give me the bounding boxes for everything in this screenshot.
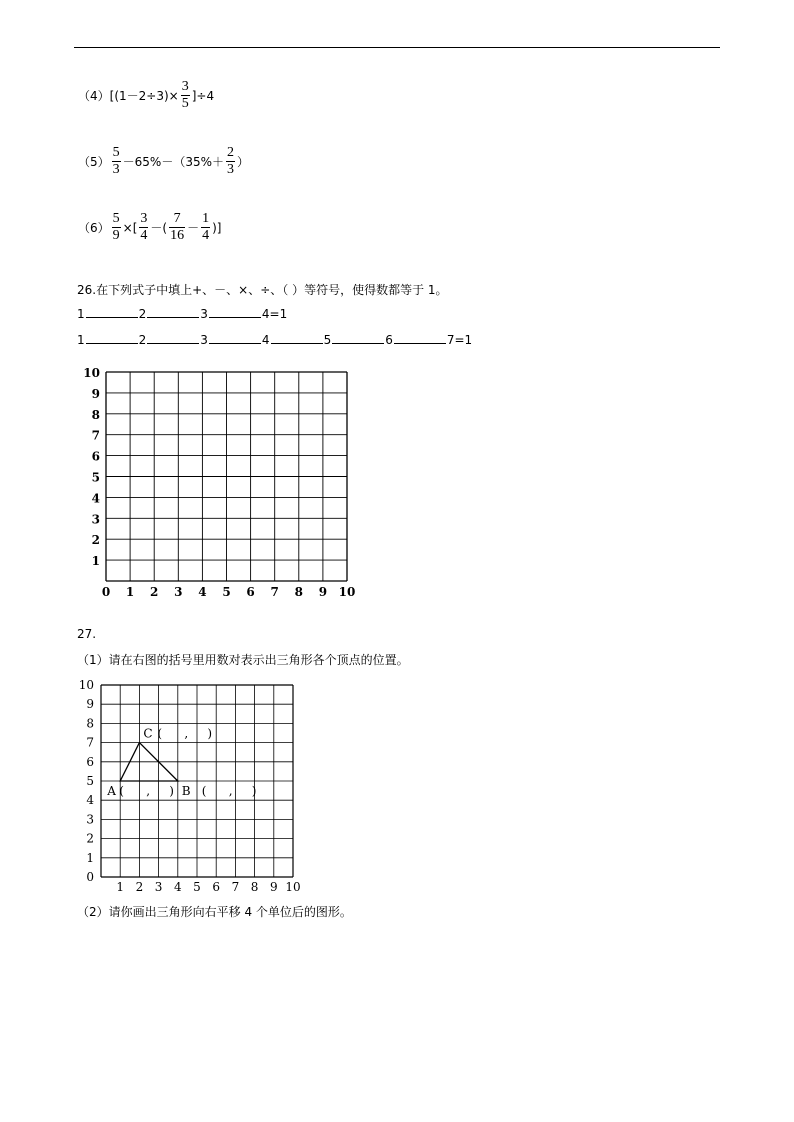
y-axis-labels bbox=[79, 678, 95, 884]
denominator: 3 bbox=[112, 162, 120, 177]
numerator: 7 bbox=[173, 211, 181, 226]
x-tick-label: 1 bbox=[125, 585, 135, 599]
denominator: 4 bbox=[140, 228, 148, 243]
x-tick-label: 7 bbox=[231, 880, 240, 894]
exercise-label: （6） bbox=[78, 221, 110, 235]
y-tick-label: 1 bbox=[86, 850, 94, 865]
expression-text: －65%－（35%＋ bbox=[122, 155, 224, 169]
expression-text: ×[ bbox=[122, 220, 138, 235]
y-axis-labels bbox=[83, 366, 100, 568]
numerator: 2 bbox=[227, 145, 234, 160]
y-tick-label: 8 bbox=[86, 716, 94, 731]
operand: 3 bbox=[200, 333, 208, 347]
coordinate-pair-c-open-paren: ( bbox=[157, 726, 163, 741]
denominator: 5 bbox=[181, 96, 189, 111]
x-tick-label: 10 bbox=[285, 880, 301, 894]
y-tick-label: 7 bbox=[91, 428, 100, 443]
denominator: 3 bbox=[227, 162, 234, 177]
x-axis-labels bbox=[102, 585, 356, 599]
y-tick-label: 8 bbox=[91, 407, 100, 422]
x-tick-label: 9 bbox=[269, 880, 278, 894]
x-tick-label: 7 bbox=[270, 585, 279, 599]
vertex-label-b: B bbox=[181, 784, 191, 798]
expression-text: －( bbox=[150, 221, 168, 235]
grid-lines bbox=[106, 372, 347, 581]
numerator: 1 bbox=[202, 211, 210, 226]
numerator: 3 bbox=[181, 79, 189, 94]
x-tick-label: 0 bbox=[101, 585, 111, 599]
operand: 4=1 bbox=[261, 307, 288, 321]
expression-text: [(1－2÷3)× bbox=[109, 89, 179, 103]
question-27-part-2: （2）请你画出三角形向右平移 4 个单位后的图形。 bbox=[77, 905, 352, 919]
y-tick-label: 6 bbox=[86, 754, 94, 769]
y-tick-label: 3 bbox=[91, 512, 100, 527]
y-tick-label: 2 bbox=[86, 831, 94, 846]
y-tick-label: 3 bbox=[86, 812, 94, 827]
y-tick-label: 10 bbox=[78, 678, 94, 692]
expression-text: ]÷4 bbox=[191, 88, 215, 103]
x-tick-label: 8 bbox=[250, 880, 259, 894]
triangle-abc bbox=[106, 727, 256, 798]
coordinate-pair-c-comma: , bbox=[184, 726, 189, 741]
y-tick-label: 5 bbox=[86, 774, 94, 788]
x-tick-label: 3 bbox=[154, 880, 163, 894]
coordinate-pair-b-comma: , bbox=[228, 784, 233, 798]
expression-text: ） bbox=[237, 155, 250, 169]
x-tick-label: 5 bbox=[193, 880, 201, 894]
question-26-title: 26.在下列式子中填上+、－、×、÷、（ ）等符号，使得数都等于 1。 bbox=[77, 283, 448, 297]
vertex-label-c: C bbox=[143, 726, 153, 741]
operand: 4 bbox=[261, 333, 270, 347]
denominator: 9 bbox=[112, 228, 120, 243]
operand: 1 bbox=[77, 307, 85, 321]
numerator: 5 bbox=[112, 145, 120, 160]
x-tick-label: 6 bbox=[212, 880, 221, 894]
coordinate-pair-a-open-paren: ( bbox=[119, 784, 124, 798]
question-27-number: 27. bbox=[77, 627, 97, 641]
operand: 7=1 bbox=[446, 333, 473, 347]
operand: 2 bbox=[138, 333, 147, 347]
expression-text: )] bbox=[212, 220, 222, 235]
y-tick-label: 5 bbox=[91, 470, 100, 485]
coordinate-pair-a-comma: , bbox=[146, 784, 151, 798]
y-tick-label: 9 bbox=[91, 386, 100, 401]
coordinate-pair-b-open-paren: ( bbox=[201, 784, 207, 798]
x-tick-label: 8 bbox=[294, 585, 303, 599]
y-tick-label: 6 bbox=[91, 449, 100, 464]
expression-text: － bbox=[187, 221, 200, 235]
coordinate-pair-b-close-paren: ) bbox=[251, 784, 257, 798]
question-27-part-1: （1）请在右图的括号里用数对表示出三角形各个顶点的位置。 bbox=[77, 653, 409, 667]
x-tick-label: 2 bbox=[150, 585, 159, 599]
y-tick-label: 2 bbox=[91, 533, 100, 548]
y-tick-label: 4 bbox=[86, 793, 94, 808]
coordinate-pair-a-close-paren: ) bbox=[169, 784, 174, 798]
operand: 3 bbox=[200, 307, 208, 321]
x-tick-label: 2 bbox=[135, 880, 144, 894]
y-tick-label: 1 bbox=[91, 554, 100, 569]
x-tick-label: 4 bbox=[173, 880, 182, 894]
numerator: 5 bbox=[112, 211, 120, 226]
denominator: 4 bbox=[202, 228, 210, 243]
y-tick-label: 9 bbox=[86, 697, 94, 712]
y-tick-label: 0 bbox=[86, 870, 94, 884]
operand: 5 bbox=[323, 333, 332, 347]
x-tick-label: 4 bbox=[198, 585, 207, 599]
denominator: 16 bbox=[170, 228, 185, 243]
x-tick-label: 9 bbox=[318, 585, 328, 599]
x-tick-label: 3 bbox=[174, 585, 183, 599]
x-axis-labels bbox=[116, 880, 300, 894]
x-tick-label: 1 bbox=[116, 880, 125, 894]
vertex-label-a: A bbox=[107, 784, 116, 798]
y-tick-label: 4 bbox=[91, 491, 100, 506]
operand: 1 bbox=[77, 333, 85, 347]
exercise-label: （5） bbox=[78, 155, 110, 169]
numerator: 3 bbox=[140, 211, 148, 226]
x-tick-label: 5 bbox=[222, 585, 231, 599]
x-tick-label: 10 bbox=[338, 585, 356, 599]
exercise-label: （4） bbox=[78, 89, 110, 103]
y-tick-label: 7 bbox=[86, 735, 94, 750]
operand: 2 bbox=[138, 307, 147, 321]
y-tick-label: 10 bbox=[83, 366, 100, 380]
operand: 6 bbox=[385, 333, 393, 347]
x-tick-label: 6 bbox=[246, 585, 255, 599]
coordinate-pair-c-close-paren: ) bbox=[207, 726, 213, 741]
